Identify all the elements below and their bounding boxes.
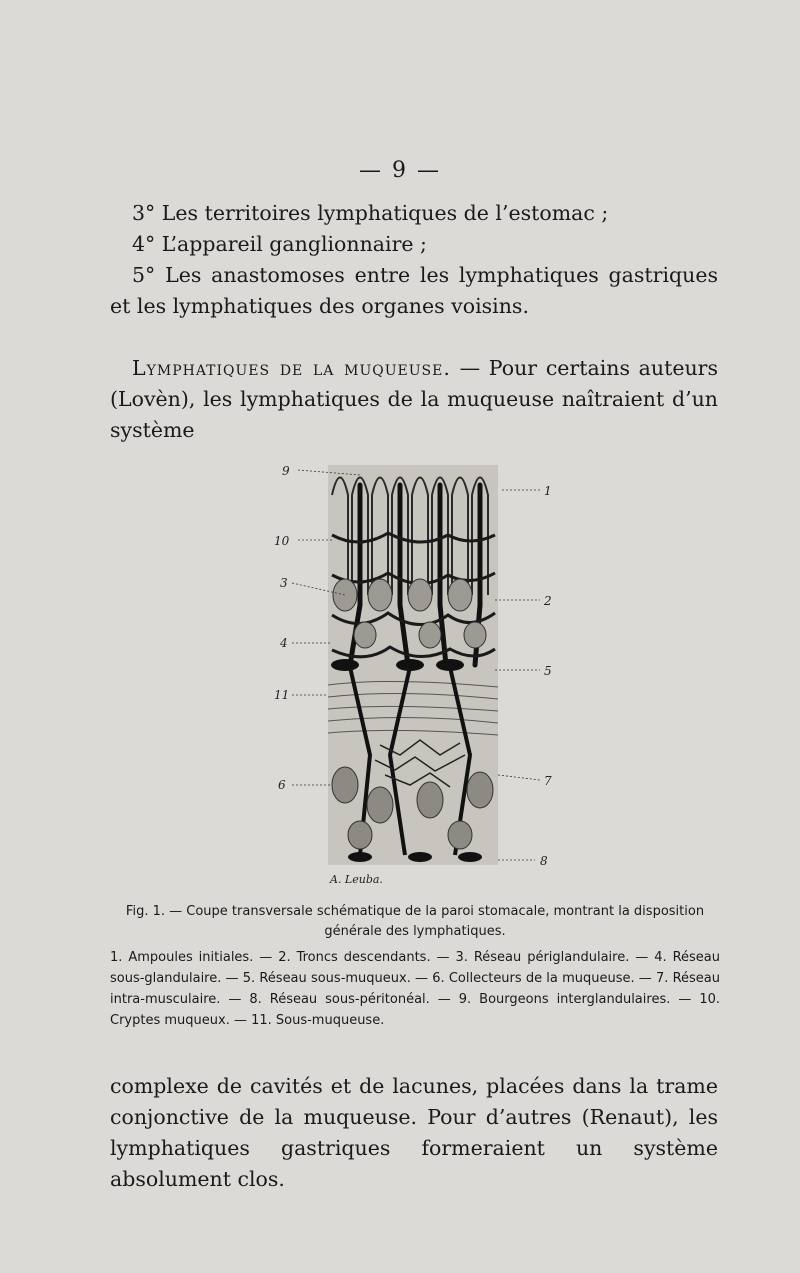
figure-label-4: 4 bbox=[280, 636, 288, 650]
figure-legend: 1. Ampoules initiales. — 2. Troncs descendants. — 3. Réseau périglandulaire. — 4. Réseau sous-glandulaire. — 5. Réseau sous-muqueux. — 6. Collecteurs de la muqueuse. — 7. Réseau intra-musculaire. — 8. Réseau sous-péritonéal. — 9. Bourgeons interglandulaires. — 10. Cryptes muqueux. — 11. Sous-muqueuse. bbox=[110, 950, 720, 1028]
figure-caption-text: — Coupe transversale schématique de la paroi stomacale, montrant la disposition générale des lymphatiques. bbox=[165, 904, 705, 939]
figure-number: Fig. 1. bbox=[125, 904, 165, 919]
figure-label-11: 11 bbox=[274, 688, 290, 702]
figure-label-1: 1 bbox=[544, 484, 552, 498]
figure-label-7: 7 bbox=[544, 774, 552, 788]
figure-label-2: 2 bbox=[544, 594, 552, 608]
figure-label-5: 5 bbox=[544, 664, 552, 678]
figure-label-10: 10 bbox=[274, 534, 290, 548]
section-heading: Lymphatiques de la muqueuse. bbox=[132, 356, 451, 380]
continuation-paragraph bbox=[110, 1071, 718, 1195]
list-item-5: 5° Les anastomoses entre les lymphatiques gastriques et les lymphatiques des organes voisins. bbox=[110, 263, 718, 318]
figure-label-6: 6 bbox=[278, 778, 286, 792]
page-number: — 9 — bbox=[359, 158, 441, 183]
figure-caption bbox=[110, 902, 720, 942]
continuation-text: complexe de cavités et de lacunes, placées dans la trame conjonctive de la muqueuse. Pour d’autres (Renaut), les lymphatiques gastriques formeraient un système absolument clos. bbox=[110, 1074, 718, 1191]
figure-label-3: 3 bbox=[280, 576, 288, 590]
list-block bbox=[110, 198, 718, 322]
section-paragraph bbox=[110, 353, 718, 446]
section-text: — Pour certains auteurs (Lovèn), les lymphatiques de la muqueuse naîtraient d’un système bbox=[110, 356, 719, 442]
stomach-wall-figure bbox=[270, 455, 570, 895]
list-item-3: 3° Les territoires lymphatiques de l’estomac ; bbox=[132, 201, 609, 225]
artist-signature: A. Leuba. bbox=[330, 873, 383, 886]
figure-label-9: 9 bbox=[282, 464, 290, 478]
list-item-4: 4° L’appareil ganglionnaire ; bbox=[132, 232, 427, 256]
figure-label-8: 8 bbox=[540, 854, 548, 868]
